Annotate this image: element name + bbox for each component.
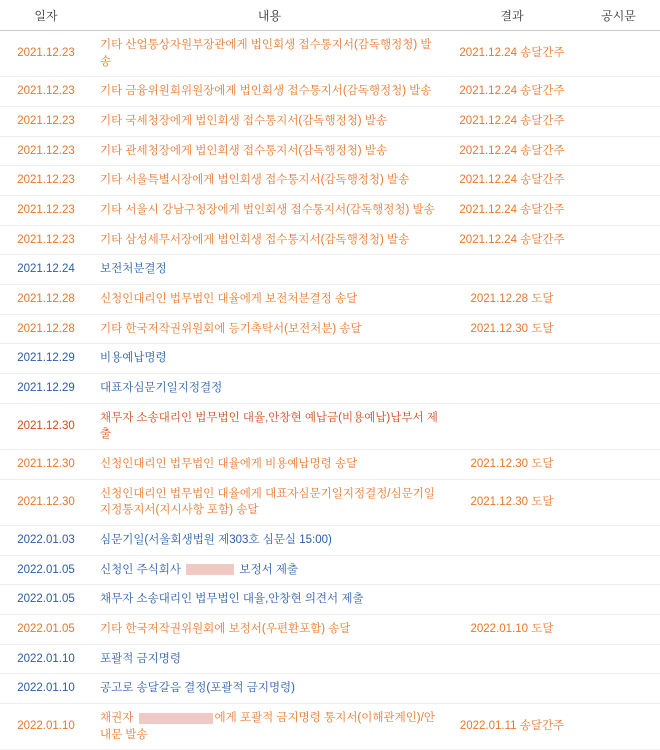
table-row[interactable] [0, 555, 660, 585]
row-date: 2021.12.23 [0, 77, 92, 107]
table-row[interactable] [0, 31, 660, 77]
table-row[interactable] [0, 255, 660, 285]
table-row[interactable] [0, 450, 660, 480]
table-header [0, 0, 660, 31]
row-date: 2022.01.03 [0, 526, 92, 556]
redacted-text [139, 713, 213, 724]
row-result: 2021.12.30 도달 [447, 479, 577, 525]
row-notice [577, 314, 660, 344]
row-notice [577, 344, 660, 374]
row-body[interactable]: 신청인 주식회사 보정서 제출 [92, 555, 447, 585]
row-date: 2022.01.05 [0, 555, 92, 585]
row-date: 2021.12.28 [0, 314, 92, 344]
row-notice [577, 615, 660, 645]
row-result [447, 526, 577, 556]
row-body[interactable]: 기타 삼성세무서장에게 법인회생 접수통지서(감독행정청) 발송 [92, 225, 447, 255]
row-date: 2021.12.23 [0, 136, 92, 166]
column-header-date: 일자 [0, 0, 92, 31]
column-header-result: 결과 [447, 0, 577, 31]
row-notice [577, 31, 660, 77]
table-row[interactable] [0, 136, 660, 166]
table-row[interactable] [0, 196, 660, 226]
row-body[interactable]: 채무자 소송대리인 법무법인 대율,안창현 의견서 제출 [92, 585, 447, 615]
row-date: 2021.12.24 [0, 255, 92, 285]
row-date: 2021.12.30 [0, 479, 92, 525]
row-result: 2021.12.24 송달간주 [447, 225, 577, 255]
row-notice [577, 166, 660, 196]
row-body[interactable]: 기타 국세청장에게 법인회생 접수통지서(감독행정청) 발송 [92, 107, 447, 137]
row-date: 2022.01.05 [0, 585, 92, 615]
column-header-body: 내용 [92, 0, 447, 31]
row-result: 2021.12.24 송달간주 [447, 136, 577, 166]
row-notice [577, 136, 660, 166]
row-notice [577, 450, 660, 480]
row-result [447, 374, 577, 404]
row-date: 2022.01.10 [0, 644, 92, 674]
row-notice [577, 225, 660, 255]
table-row[interactable] [0, 585, 660, 615]
row-notice [577, 107, 660, 137]
row-body[interactable]: 기타 서울특별시장에게 법인회생 접수통지서(감독행정청) 발송 [92, 166, 447, 196]
row-notice [577, 196, 660, 226]
row-body[interactable]: 채무자 소송대리인 법무법인 대율,안창현 예납금(비용예납)납부서 제출 [92, 403, 447, 449]
redacted-text [186, 564, 234, 575]
row-result [447, 555, 577, 585]
row-result: 2021.12.24 송달간주 [447, 31, 577, 77]
row-date: 2021.12.23 [0, 166, 92, 196]
row-notice [577, 374, 660, 404]
row-date: 2021.12.29 [0, 344, 92, 374]
row-result: 2021.12.24 송달간주 [447, 166, 577, 196]
row-notice [577, 704, 660, 750]
table-row[interactable] [0, 403, 660, 449]
row-result: 2021.12.30 도달 [447, 450, 577, 480]
row-date: 2021.12.23 [0, 31, 92, 77]
row-result: 2022.01.11 송달간주 [447, 704, 577, 750]
row-body[interactable]: 기타 금융위원회위원장에게 법인회생 접수통지서(감독행정청) 발송 [92, 77, 447, 107]
row-notice [577, 255, 660, 285]
table-row[interactable] [0, 674, 660, 704]
row-notice [577, 644, 660, 674]
row-body[interactable]: 채권자 에게 포괄적 금지명령 통지서(이해관계인)/안내문 발송 [92, 704, 447, 750]
row-body[interactable]: 신청인대리인 법무법인 대율에게 대표자심문기일지정결정/심문기일지정통지서(지시사항 포함) 송달 [92, 479, 447, 525]
row-notice [577, 585, 660, 615]
table-row[interactable] [0, 314, 660, 344]
row-notice [577, 77, 660, 107]
table-row[interactable] [0, 107, 660, 137]
row-date: 2021.12.29 [0, 374, 92, 404]
row-body[interactable]: 기타 한국저작권위원회에 등기촉탁서(보전처분) 송달 [92, 314, 447, 344]
row-date: 2022.01.10 [0, 674, 92, 704]
row-date: 2022.01.05 [0, 615, 92, 645]
table-row[interactable] [0, 77, 660, 107]
row-notice [577, 403, 660, 449]
row-body[interactable]: 대표자심문기일지정결정 [92, 374, 447, 404]
row-result: 2022.01.10 도달 [447, 615, 577, 645]
row-notice [577, 285, 660, 315]
row-body[interactable]: 심문기일(서울회생법원 제303호 심문실 15:00) [92, 526, 447, 556]
table-row[interactable] [0, 344, 660, 374]
table-body [0, 31, 660, 750]
row-notice [577, 555, 660, 585]
table-row[interactable] [0, 479, 660, 525]
row-result [447, 255, 577, 285]
row-result: 2021.12.24 송달간주 [447, 77, 577, 107]
table-row[interactable] [0, 704, 660, 750]
row-body[interactable]: 포괄적 금지명령 [92, 644, 447, 674]
row-result [447, 344, 577, 374]
row-body[interactable]: 보전처분결정 [92, 255, 447, 285]
row-date: 2021.12.30 [0, 450, 92, 480]
row-notice [577, 526, 660, 556]
row-result [447, 585, 577, 615]
row-result: 2021.12.24 송달간주 [447, 107, 577, 137]
row-body[interactable]: 기타 서울시 강남구청장에게 법인회생 접수통지서(감독행정청) 발송 [92, 196, 447, 226]
row-date: 2021.12.23 [0, 107, 92, 137]
row-body[interactable]: 신청인대리인 법무법인 대율에게 비용예납명령 송달 [92, 450, 447, 480]
row-date: 2021.12.23 [0, 225, 92, 255]
table-row[interactable] [0, 285, 660, 315]
row-body[interactable]: 비용예납명령 [92, 344, 447, 374]
row-notice [577, 479, 660, 525]
table-row[interactable] [0, 374, 660, 404]
table-row[interactable] [0, 615, 660, 645]
table-row[interactable] [0, 644, 660, 674]
row-result [447, 644, 577, 674]
row-body[interactable]: 공고로 송달갈음 결정(포괄적 금지명령) [92, 674, 447, 704]
row-body[interactable]: 기타 관세청장에게 법인회생 접수통지서(감독행정청) 발송 [92, 136, 447, 166]
row-date: 2022.01.10 [0, 704, 92, 750]
row-result: 2021.12.24 송달간주 [447, 196, 577, 226]
row-body[interactable]: 신청인대리인 법무법인 대율에게 보전처분결정 송달 [92, 285, 447, 315]
table-row[interactable] [0, 225, 660, 255]
row-date: 2021.12.23 [0, 196, 92, 226]
table-header-row [0, 0, 660, 31]
row-body[interactable]: 기타 산업통상자원부장관에게 법인회생 접수통지서(감독행정청) 발송 [92, 31, 447, 77]
row-result [447, 674, 577, 704]
row-date: 2021.12.30 [0, 403, 92, 449]
table-row[interactable] [0, 166, 660, 196]
row-body[interactable]: 기타 한국저작권위원회에 보정서(우편환포함) 송달 [92, 615, 447, 645]
table-row[interactable] [0, 526, 660, 556]
row-result [447, 403, 577, 449]
column-header-notice: 공시문 [577, 0, 660, 31]
row-result: 2021.12.30 도달 [447, 314, 577, 344]
row-result: 2021.12.28 도달 [447, 285, 577, 315]
row-notice [577, 674, 660, 704]
row-date: 2021.12.28 [0, 285, 92, 315]
